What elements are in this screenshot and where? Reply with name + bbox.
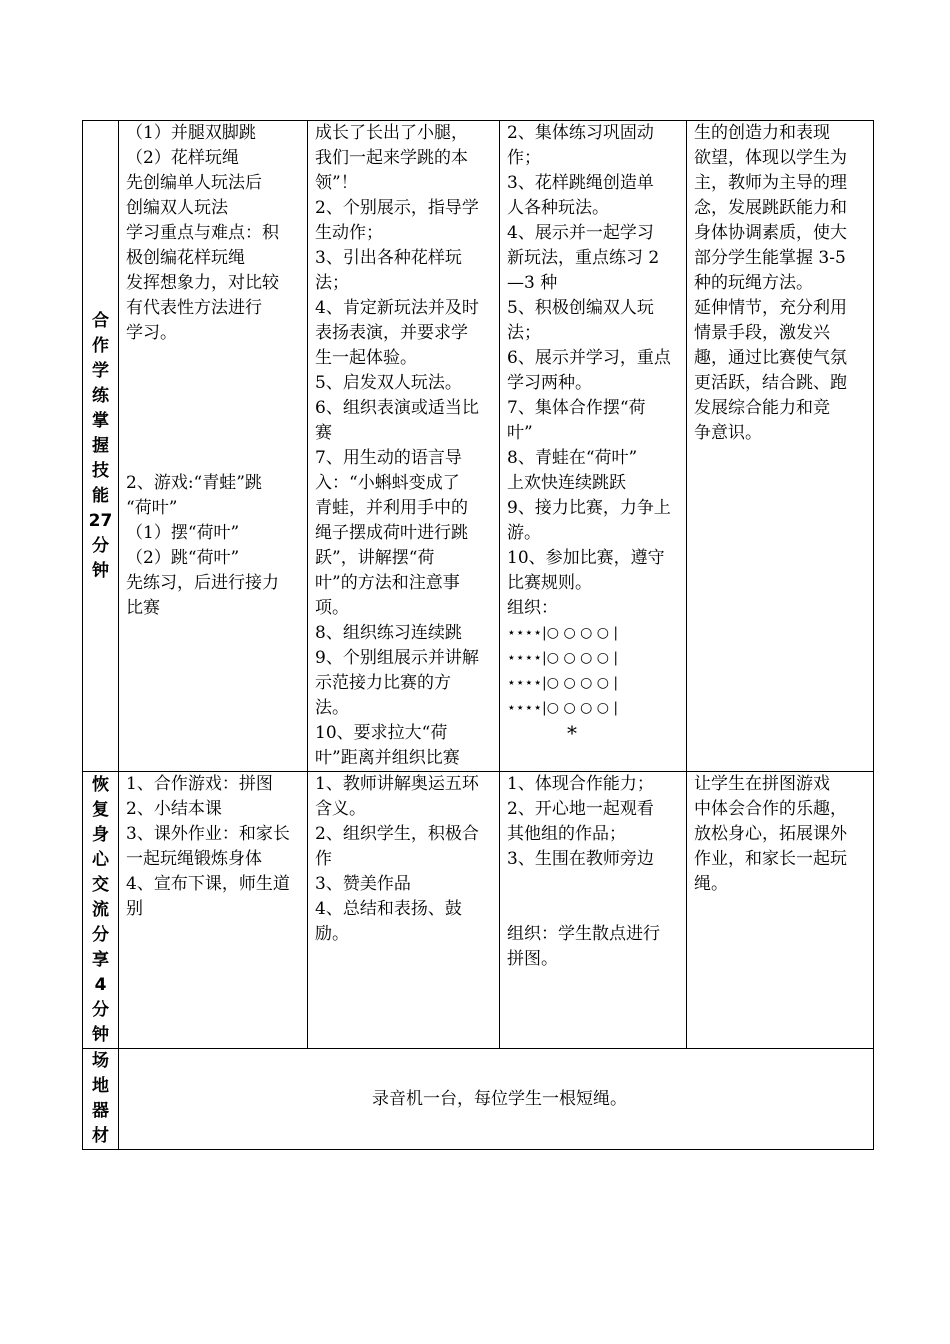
text-line: （1）摆“荷叶” <box>126 523 240 543</box>
text-line: 领”！ <box>315 173 358 193</box>
text-line: 分 <box>92 924 109 945</box>
text-line: 含义。 <box>315 799 366 819</box>
text-line: 上欢快连续跳跃 <box>507 473 626 493</box>
text-line: 交 <box>92 874 109 895</box>
equipment-text: 录音机一台，每位学生一根短绳。 <box>119 1049 874 1150</box>
text-line: 材 <box>92 1126 109 1146</box>
section-label <box>83 1049 119 1150</box>
text-line: 4、肯定新玩法并及时 <box>315 298 479 318</box>
text-line: 创编双人玩法 <box>126 198 228 218</box>
text-line: 比赛规则。 <box>507 573 592 593</box>
text-line: 学习。 <box>126 323 177 343</box>
content-cell <box>119 772 308 1049</box>
text-line: 先练习，后进行接力 <box>126 573 279 593</box>
text-line: 别 <box>126 899 143 919</box>
text-line: 10、参加比赛，遵守 <box>507 548 665 568</box>
text-line: 作 <box>315 849 332 869</box>
text-line: 3、赞美作品 <box>315 874 411 894</box>
text-line: —3 种 <box>507 273 558 293</box>
text-line: 法。 <box>315 698 349 718</box>
text-line: 身体协调素质，使大 <box>694 223 847 243</box>
text-line: 部分学生能掌握 3-5 <box>694 248 846 268</box>
text-line: 27 <box>88 510 113 531</box>
text-line: 作 <box>92 335 109 356</box>
text-line: 器 <box>92 1101 109 1121</box>
text-line: 复 <box>92 799 109 820</box>
text-line: （1）并腿双脚跳 <box>126 123 256 143</box>
text-line: 情景手段，激发兴 <box>694 323 830 343</box>
text-line: 绳子摆成荷叶进行跳 <box>315 523 468 543</box>
text-line: 法； <box>315 273 349 293</box>
text-line: 组织：学生散点进行 <box>507 924 660 944</box>
text-line <box>126 421 307 446</box>
text-line: 发展综合能力和竞 <box>694 398 830 418</box>
text-line: ⋆⋆⋆⋆|○ ○ ○ ○ | <box>507 650 619 666</box>
lesson-plan-table <box>82 120 874 1150</box>
text-line: 生动作； <box>315 223 383 243</box>
text-line: 8、青蛙在“荷叶” <box>507 448 638 468</box>
text-line: 示范接力比赛的方 <box>315 673 451 693</box>
text-line: 3、引出各种花样玩 <box>315 248 462 268</box>
text-line <box>507 872 686 897</box>
text-line: 更活跃，结合跳、跑 <box>694 373 847 393</box>
section-label <box>83 121 119 772</box>
text-line: 10、要求拉大“荷 <box>315 723 448 743</box>
text-line: 合 <box>92 310 109 331</box>
text-line: 7、集体合作摆“荷 <box>507 398 646 418</box>
text-line: 恢 <box>92 774 109 795</box>
text-line: 法； <box>507 323 541 343</box>
text-line: 其他组的作品； <box>507 824 626 844</box>
text-line: 9、个别组展示并讲解 <box>315 648 479 668</box>
recovery-row <box>83 772 874 1049</box>
student-activity-cell <box>500 772 687 1049</box>
text-line: 让学生在拼图游戏 <box>694 774 830 794</box>
text-line: （2）花样玩绳 <box>126 148 239 168</box>
text-line: 4、展示并一起学习 <box>507 223 654 243</box>
text-line: 放松身心，拓展课外 <box>694 824 847 844</box>
text-line: “荷叶” <box>126 498 178 518</box>
text-line: 7、用生动的语言导 <box>315 448 462 468</box>
text-line: ⋆⋆⋆⋆|○ ○ ○ ○ | <box>507 625 619 641</box>
text-line: 绳。 <box>694 874 728 894</box>
text-line: 一起玩绳锻炼身体 <box>126 849 262 869</box>
text-line: 种的玩绳方法。 <box>694 273 813 293</box>
text-line: 比赛 <box>126 598 160 618</box>
text-line: 4、宣布下课，师生道 <box>126 874 290 894</box>
text-line: 作； <box>507 148 541 168</box>
text-line: 1、体现合作能力； <box>507 774 654 794</box>
text-line: 励。 <box>315 924 349 944</box>
text-line: 2、集体练习巩固动 <box>507 123 654 143</box>
text-line <box>126 396 307 421</box>
text-line: 6、组织表演或适当比 <box>315 398 479 418</box>
text-line: 享 <box>92 949 109 970</box>
text-line: 争意识。 <box>694 423 762 443</box>
practice-row <box>83 121 874 772</box>
text-line: 发挥想象力，对比较 <box>126 273 279 293</box>
text-line: 成长了长出了小腿， <box>315 123 468 143</box>
text-line: 生一起体验。 <box>315 348 417 368</box>
text-line: 趣，通过比赛使气氛 <box>694 348 847 368</box>
teacher-activity-cell <box>308 772 500 1049</box>
text-line: 叶”的方法和注意事 <box>315 573 460 593</box>
text-line: 4、总结和表扬、鼓 <box>315 899 462 919</box>
content-cell <box>119 121 308 772</box>
text-line: 我们一起来学跳的本 <box>315 148 468 168</box>
text-line: 赛 <box>315 423 332 443</box>
design-intent-cell <box>687 121 874 772</box>
text-line: 5、积极创编双人玩 <box>507 298 654 318</box>
text-line: 游。 <box>507 523 541 543</box>
text-line <box>126 371 307 396</box>
text-line: 钟 <box>92 1024 109 1045</box>
text-line: 有代表性方法进行 <box>126 298 262 318</box>
text-line: 欲望，体现以学生为 <box>694 148 847 168</box>
text-line: 中体会合作的乐趣， <box>694 799 847 819</box>
text-line: 8、组织练习连续跳 <box>315 623 462 643</box>
formation-diagram <box>507 621 686 721</box>
text-line: 项。 <box>315 598 349 618</box>
text-line: 人各种玩法。 <box>507 198 609 218</box>
text-line: 技 <box>92 460 109 481</box>
text-line: 流 <box>92 899 109 920</box>
text-line: 2、个别展示，指导学 <box>315 198 479 218</box>
text-line: 入：“小蝌蚪变成了 <box>315 473 460 493</box>
text-line: ⋆⋆⋆⋆|○ ○ ○ ○ | <box>507 675 619 691</box>
text-line: 6、展示并学习，重点 <box>507 348 671 368</box>
text-line: 分 <box>92 535 109 556</box>
text-line: 生的创造力和表现 <box>694 123 830 143</box>
text-line: 分 <box>92 999 109 1020</box>
text-line <box>126 446 307 471</box>
student-activity-list <box>507 121 686 621</box>
text-line: 学 <box>92 360 109 381</box>
text-line: 地 <box>92 1076 109 1096</box>
text-line: 念，发展跳跃能力和 <box>694 198 847 218</box>
text-line: 练 <box>92 385 109 406</box>
text-line: 身 <box>92 824 109 845</box>
teacher-activity-cell <box>308 121 500 772</box>
teacher-position-mark: * <box>567 721 577 745</box>
text-line: 1、合作游戏：拼图 <box>126 774 273 794</box>
equipment-row <box>83 1049 874 1150</box>
text-line: 2、组织学生，积极合 <box>315 824 479 844</box>
text-line: 2、开心地一起观看 <box>507 799 654 819</box>
text-line: 能 <box>92 485 109 506</box>
text-line: 新玩法，重点练习 2 <box>507 248 660 268</box>
text-line: 心 <box>92 849 109 870</box>
text-line: 握 <box>92 435 109 456</box>
text-line: 掌 <box>92 410 109 431</box>
text-line <box>126 346 307 371</box>
text-line: 叶”距离并组织比赛 <box>315 748 460 768</box>
text-line: 1、教师讲解奥运五环 <box>315 774 479 794</box>
text-line: ⋆⋆⋆⋆|○ ○ ○ ○ | <box>507 700 619 716</box>
text-line: 主，教师为主导的理 <box>694 173 847 193</box>
text-line: 作业，和家长一起玩 <box>694 849 847 869</box>
text-line: 学习两种。 <box>507 373 592 393</box>
text-line <box>507 897 686 922</box>
text-line: 延伸情节，充分利用 <box>694 298 847 318</box>
text-line: 5、启发双人玩法。 <box>315 373 462 393</box>
text-line: 4 <box>94 974 107 995</box>
text-line: 3、生围在教师旁边 <box>507 849 654 869</box>
text-line: 组织： <box>507 598 558 618</box>
section-label <box>83 772 119 1049</box>
text-line: 学习重点与难点：积 <box>126 223 279 243</box>
text-line: 3、课外作业：和家长 <box>126 824 290 844</box>
text-line: 青蛙，并利用手中的 <box>315 498 468 518</box>
text-line: （2）跳“荷叶” <box>126 548 240 568</box>
student-activity-cell <box>500 121 687 772</box>
design-intent-cell <box>687 772 874 1049</box>
text-line: 叶” <box>507 423 533 443</box>
text-line: 先创编单人玩法后 <box>126 173 262 193</box>
text-line: 3、花样跳绳创造单 <box>507 173 654 193</box>
text-line: 9、接力比赛，力争上 <box>507 498 671 518</box>
text-line: 2、游戏:“青蛙”跳 <box>126 473 262 493</box>
text-line: 拼图。 <box>507 949 558 969</box>
text-line: 场 <box>92 1051 109 1071</box>
text-line: 表扬表演，并要求学 <box>315 323 468 343</box>
text-line: 钟 <box>92 560 109 581</box>
text-line: 极创编花样玩绳 <box>126 248 245 268</box>
text-line: 跃”，讲解摆“荷 <box>315 548 435 568</box>
text-line: 2、小结本课 <box>126 799 222 819</box>
